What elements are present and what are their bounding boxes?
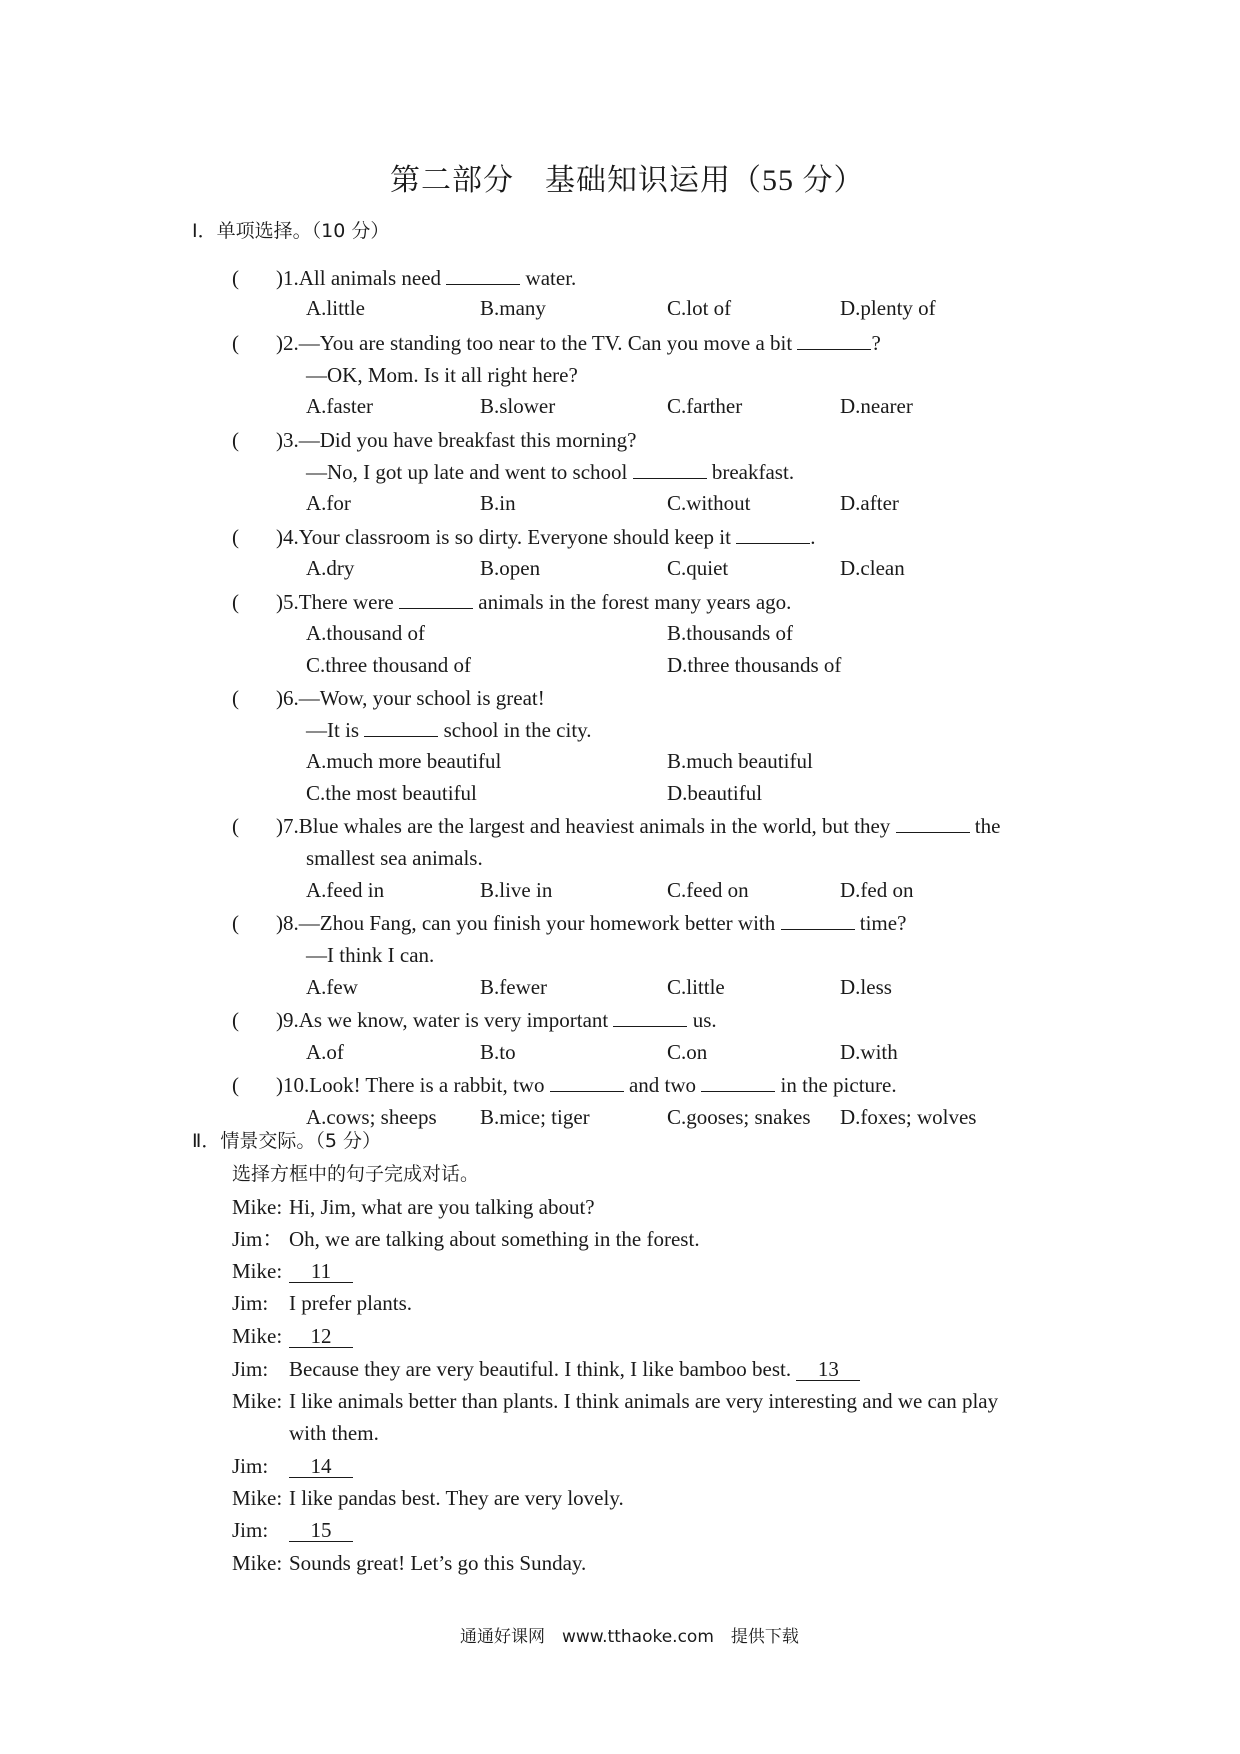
dialogue-line xyxy=(289,1356,860,1382)
option-c[interactable]: C.without xyxy=(667,491,751,515)
option-a[interactable]: A.much more beautiful xyxy=(306,749,502,773)
dialogue-line xyxy=(289,1323,353,1349)
answer-paren[interactable]: ( xyxy=(232,590,239,614)
question-text: breakfast. xyxy=(706,460,795,484)
option-a[interactable]: A.feed in xyxy=(306,878,385,902)
question-text: )6.—Wow, your school is great! xyxy=(276,686,545,710)
option-b[interactable]: B.in xyxy=(480,491,516,515)
option-d[interactable]: D.less xyxy=(840,975,892,999)
page-title: 第二部分 基础知识运用（55 分） xyxy=(390,164,865,197)
option-b[interactable]: B.many xyxy=(480,296,546,320)
dialogue-text: I like pandas best. They are very lovely. xyxy=(289,1486,624,1510)
option-b[interactable]: B.mice; tiger xyxy=(480,1105,590,1129)
option-c[interactable]: C.quiet xyxy=(667,556,729,580)
question-7-line xyxy=(276,813,1000,839)
question-text: school in the city. xyxy=(438,718,592,742)
option-c[interactable]: C.three thousand of xyxy=(306,653,472,677)
question-text: the xyxy=(969,814,1001,838)
dialogue-text: I prefer plants. xyxy=(289,1291,413,1315)
dialogue-blank[interactable]: 12 xyxy=(289,1325,353,1348)
speaker-label: Mike: xyxy=(232,1389,283,1413)
option-c[interactable]: C.feed on xyxy=(667,878,749,902)
dialogue-text: Because they are very beautiful. I think, I like bamboo best. xyxy=(289,1357,792,1381)
dialogue-blank[interactable]: 15 xyxy=(289,1519,353,1542)
option-d[interactable]: D.fed on xyxy=(840,878,914,902)
question-3-line xyxy=(276,427,636,453)
dialogue-line xyxy=(289,1388,998,1414)
question-8-line xyxy=(276,910,906,936)
option-b[interactable]: B.thousands of xyxy=(667,621,793,645)
question-text: smallest sea animals. xyxy=(306,846,483,870)
speaker-label: Mike: xyxy=(232,1551,283,1575)
speaker-label: Jim: xyxy=(232,1357,269,1381)
question-2-line xyxy=(306,362,578,388)
dialogue-line xyxy=(289,1194,595,1220)
option-d[interactable]: D.clean xyxy=(840,556,905,580)
question-text: )8.—Zhou Fang, can you finish your homework better with xyxy=(276,911,781,935)
question-text: )10.Look! There is a rabbit, two xyxy=(276,1073,550,1097)
answer-blank[interactable] xyxy=(446,265,520,285)
question-text: —No, I got up late and went to school xyxy=(306,460,633,484)
question-10-line xyxy=(276,1072,897,1098)
dialogue-line xyxy=(289,1550,586,1576)
question-text: and two xyxy=(623,1073,702,1097)
option-c[interactable]: C.on xyxy=(667,1040,708,1064)
option-b[interactable]: B.open xyxy=(480,556,541,580)
dialogue-text: I like animals better than plants. I think animals are very interesting and we can play xyxy=(289,1389,999,1413)
answer-blank[interactable] xyxy=(781,910,855,930)
dialogue-blank[interactable]: 13 xyxy=(796,1358,860,1381)
dialogue-line xyxy=(289,1226,700,1252)
answer-blank[interactable] xyxy=(613,1007,687,1027)
answer-blank[interactable] xyxy=(633,459,707,479)
option-d[interactable]: D.after xyxy=(840,491,899,515)
question-6-line xyxy=(306,717,592,743)
option-a[interactable]: A.few xyxy=(306,975,358,999)
question-text: )1.All animals need xyxy=(276,266,447,290)
question-text: time? xyxy=(854,911,907,935)
answer-paren[interactable]: ( xyxy=(232,1008,239,1032)
option-d[interactable]: D.nearer xyxy=(840,394,913,418)
option-c[interactable]: C.farther xyxy=(667,394,743,418)
answer-blank[interactable] xyxy=(736,524,810,544)
question-text: —I think I can. xyxy=(306,943,435,967)
option-b[interactable]: B.live in xyxy=(480,878,553,902)
option-b[interactable]: B.fewer xyxy=(480,975,548,999)
option-c[interactable]: C.gooses; snakes xyxy=(667,1105,811,1129)
option-d[interactable]: D.plenty of xyxy=(840,296,936,320)
speaker-label: Jim: xyxy=(232,1454,269,1478)
answer-blank[interactable] xyxy=(399,589,473,609)
answer-blank[interactable] xyxy=(550,1072,624,1092)
option-d[interactable]: D.with xyxy=(840,1040,898,1064)
question-text: )3.—Did you have breakfast this morning? xyxy=(276,428,637,452)
dialogue-line xyxy=(289,1517,353,1543)
option-b[interactable]: B.to xyxy=(480,1040,516,1064)
question-text: ? xyxy=(871,331,881,355)
answer-blank[interactable] xyxy=(701,1072,775,1092)
question-8-line xyxy=(306,942,434,968)
question-1-line xyxy=(276,265,576,291)
question-text: )5.There were xyxy=(276,590,400,614)
option-a[interactable]: A.little xyxy=(306,296,365,320)
speaker-label: Mike: xyxy=(232,1195,283,1219)
section-2-heading: Ⅱ．情景交际。（5 分） xyxy=(192,1130,381,1152)
option-d[interactable]: D.foxes; wolves xyxy=(840,1105,977,1129)
question-text: )7.Blue whales are the largest and heaviest animals in the world, but they xyxy=(276,814,896,838)
question-4-line xyxy=(276,524,815,550)
dialogue-continuation: with them. xyxy=(289,1421,379,1445)
question-text: us. xyxy=(687,1008,717,1032)
dialogue-text: Hi, Jim, what are you talking about? xyxy=(289,1195,595,1219)
question-text: in the picture. xyxy=(775,1073,897,1097)
speaker-label: Mike: xyxy=(232,1486,283,1510)
footer-credit: 通通好课网 www.tthaoke.com 提供下载 xyxy=(460,1627,799,1647)
option-c[interactable]: C.lot of xyxy=(667,296,732,320)
option-c[interactable]: C.the most beautiful xyxy=(306,781,477,805)
question-text: —It is xyxy=(306,718,365,742)
answer-paren[interactable]: ( xyxy=(232,814,239,838)
dialogue-text: Sounds great! Let’s go this Sunday. xyxy=(289,1551,587,1575)
question-text: water. xyxy=(520,266,577,290)
answer-paren[interactable]: ( xyxy=(232,266,239,290)
answer-blank[interactable] xyxy=(896,813,970,833)
dialogue-blank[interactable]: 11 xyxy=(289,1260,353,1283)
question-text: )4.Your classroom is so dirty. Everyone should keep it xyxy=(276,525,737,549)
question-9-line xyxy=(276,1007,717,1033)
speaker-label: Jim: xyxy=(232,1291,269,1315)
answer-paren[interactable]: ( xyxy=(232,686,239,710)
speaker-label: Jim： xyxy=(232,1227,284,1251)
dialogue-line xyxy=(289,1258,353,1284)
answer-paren[interactable]: ( xyxy=(232,428,239,452)
option-d[interactable]: D.three thousands of xyxy=(667,653,842,677)
speaker-label: Jim: xyxy=(232,1518,269,1542)
question-7-line xyxy=(306,845,483,871)
option-d[interactable]: D.beautiful xyxy=(667,781,763,805)
option-a[interactable]: A.cows; sheeps xyxy=(306,1105,437,1129)
section-1-heading: Ⅰ．单项选择。（10 分） xyxy=(192,220,390,242)
answer-paren[interactable]: ( xyxy=(232,1073,239,1097)
option-a[interactable]: A.thousand of xyxy=(306,621,425,645)
question-text: )2.—You are standing too near to the TV. Can you move a bit xyxy=(276,331,798,355)
question-3-line xyxy=(306,459,794,485)
option-a[interactable]: A.dry xyxy=(306,556,355,580)
question-text: . xyxy=(810,525,816,549)
question-text: animals in the forest many years ago. xyxy=(473,590,792,614)
option-b[interactable]: B.slower xyxy=(480,394,556,418)
question-5-line xyxy=(276,589,791,615)
answer-paren[interactable]: ( xyxy=(232,331,239,355)
option-a[interactable]: A.faster xyxy=(306,394,374,418)
dialogue-line xyxy=(289,1485,624,1511)
option-a[interactable]: A.of xyxy=(306,1040,344,1064)
answer-blank[interactable] xyxy=(364,717,438,737)
speaker-label: Mike: xyxy=(232,1324,283,1348)
dialogue-line xyxy=(289,1453,353,1479)
section-2-instruction: 选择方框中的句子完成对话。 xyxy=(232,1163,480,1185)
dialogue-line xyxy=(289,1290,412,1316)
dialogue-text: Oh, we are talking about something in the forest. xyxy=(289,1227,700,1251)
option-c[interactable]: C.little xyxy=(667,975,725,999)
option-a[interactable]: A.for xyxy=(306,491,351,515)
question-text: —OK, Mom. Is it all right here? xyxy=(306,363,578,387)
answer-paren[interactable]: ( xyxy=(232,911,239,935)
question-2-line xyxy=(276,330,881,356)
answer-blank[interactable] xyxy=(797,330,871,350)
question-text: )9.As we know, water is very important xyxy=(276,1008,614,1032)
dialogue-blank[interactable]: 14 xyxy=(289,1455,353,1478)
speaker-label: Mike: xyxy=(232,1259,283,1283)
question-6-line xyxy=(276,685,545,711)
option-b[interactable]: B.much beautiful xyxy=(667,749,813,773)
answer-paren[interactable]: ( xyxy=(232,525,239,549)
